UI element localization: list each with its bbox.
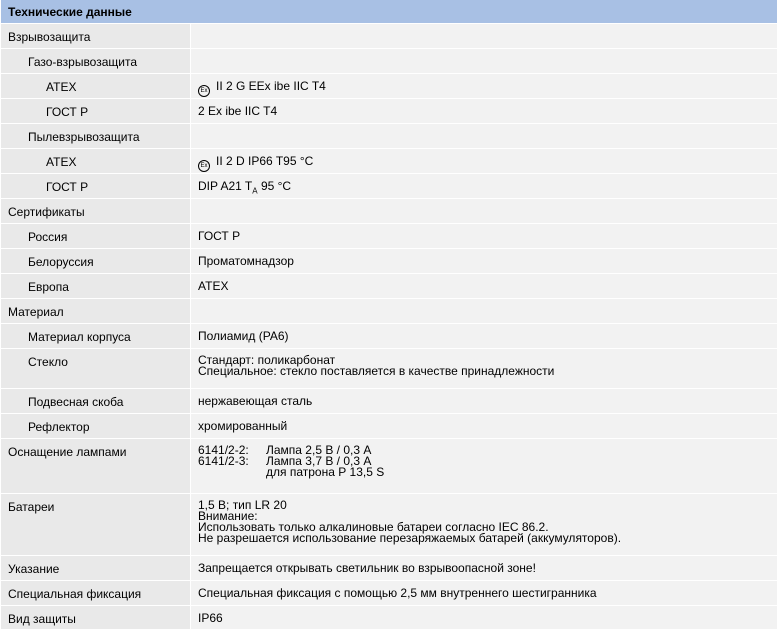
row-label: Сертификаты <box>1 199 190 223</box>
row-label: Батареи <box>1 494 190 555</box>
table-row <box>1 324 777 349</box>
row-label: Вид защиты <box>1 606 190 629</box>
row-value <box>191 299 777 323</box>
row-value: IP66 <box>191 606 777 629</box>
table-header <box>1 0 777 24</box>
row-value: Специальная фиксация с помощью 2,5 мм внутреннего шестигранника <box>191 581 777 605</box>
table-row <box>1 606 777 630</box>
row-label: Европа <box>1 274 190 298</box>
table-row <box>1 414 777 439</box>
table-row <box>1 249 777 274</box>
ex-explosion-protection-icon: Ex <box>198 160 210 172</box>
table-row <box>1 74 777 99</box>
row-value: Ex II 2 G EEx ibe IIC T4 <box>191 74 777 98</box>
table-row <box>1 581 777 606</box>
row-label: Взрывозащита <box>1 24 190 48</box>
row-value: Проматомнадзор <box>191 249 777 273</box>
row-value: нержавеющая сталь <box>191 389 777 413</box>
tech-data-table <box>1 0 777 630</box>
row-value: ATEX <box>191 274 777 298</box>
row-value: 2 Ex ibe IIC T4 <box>191 99 777 123</box>
row-label: ГОСТ Р <box>1 99 190 123</box>
table-row <box>1 494 777 556</box>
table-row <box>1 274 777 299</box>
row-value: ГОСТ Р <box>191 224 777 248</box>
table-row <box>1 224 777 249</box>
row-label: Оснащение лампами <box>1 439 190 493</box>
row-label: Россия <box>1 224 190 248</box>
row-label: Указание <box>1 556 190 580</box>
table-row <box>1 49 777 74</box>
row-value <box>191 199 777 223</box>
row-label: Рефлектор <box>1 414 190 438</box>
table-row <box>1 439 777 494</box>
row-value: Стандарт: поликарбонат Специальное: стекло поставляется в качестве принадлежности <box>191 349 777 388</box>
row-label: Стекло <box>1 349 190 388</box>
table-row <box>1 389 777 414</box>
table-row <box>1 24 777 49</box>
row-label: Подвесная скоба <box>1 389 190 413</box>
table-row <box>1 349 777 389</box>
row-value <box>191 24 777 48</box>
row-value: 1,5 В; тип LR 20 Внимание: Использовать только алкалиновые батареи согласно IEC 86.2. Не разрешается использование перезаряжаемых батарей (аккумуляторов). <box>191 494 777 555</box>
row-label: ГОСТ Р <box>1 174 190 198</box>
row-label: ATEX <box>1 149 190 173</box>
lamp-list: 6141/2-2: Лампа 2,5 В / 0,3 А 6141/2-3: Лампа 3,7 В / 0,3 А для патрона Р 13,5 S <box>198 443 385 479</box>
row-value: Запрещается открывать светильник во взрывоопасной зоне! <box>191 556 777 580</box>
row-value: хромированный <box>191 414 777 438</box>
row-label: Специальная фиксация <box>1 581 190 605</box>
row-label: ATEX <box>1 74 190 98</box>
table-row <box>1 556 777 581</box>
table-row <box>1 299 777 324</box>
row-value: DIP A21 $T_A$ 95 °C <box>191 174 777 198</box>
row-value <box>191 124 777 148</box>
row-value: Ex II 2 D IP66 T95 °C <box>191 149 777 173</box>
table-row <box>1 199 777 224</box>
row-value <box>191 49 777 73</box>
table-row <box>1 149 777 174</box>
row-label: Материал корпуса <box>1 324 190 348</box>
table-row <box>1 99 777 124</box>
row-label: Белоруссия <box>1 249 190 273</box>
row-value: Полиамид (PA6) <box>191 324 777 348</box>
row-label: Пылевзрывозащита <box>1 124 190 148</box>
row-label: Газо-взрывозащита <box>1 49 190 73</box>
row-value <box>191 439 777 493</box>
table-title: Технические данные <box>8 5 132 19</box>
table-row <box>1 174 777 199</box>
ex-explosion-protection-icon: Ex <box>198 85 210 97</box>
row-label: Материал <box>1 299 190 323</box>
table-row <box>1 124 777 149</box>
